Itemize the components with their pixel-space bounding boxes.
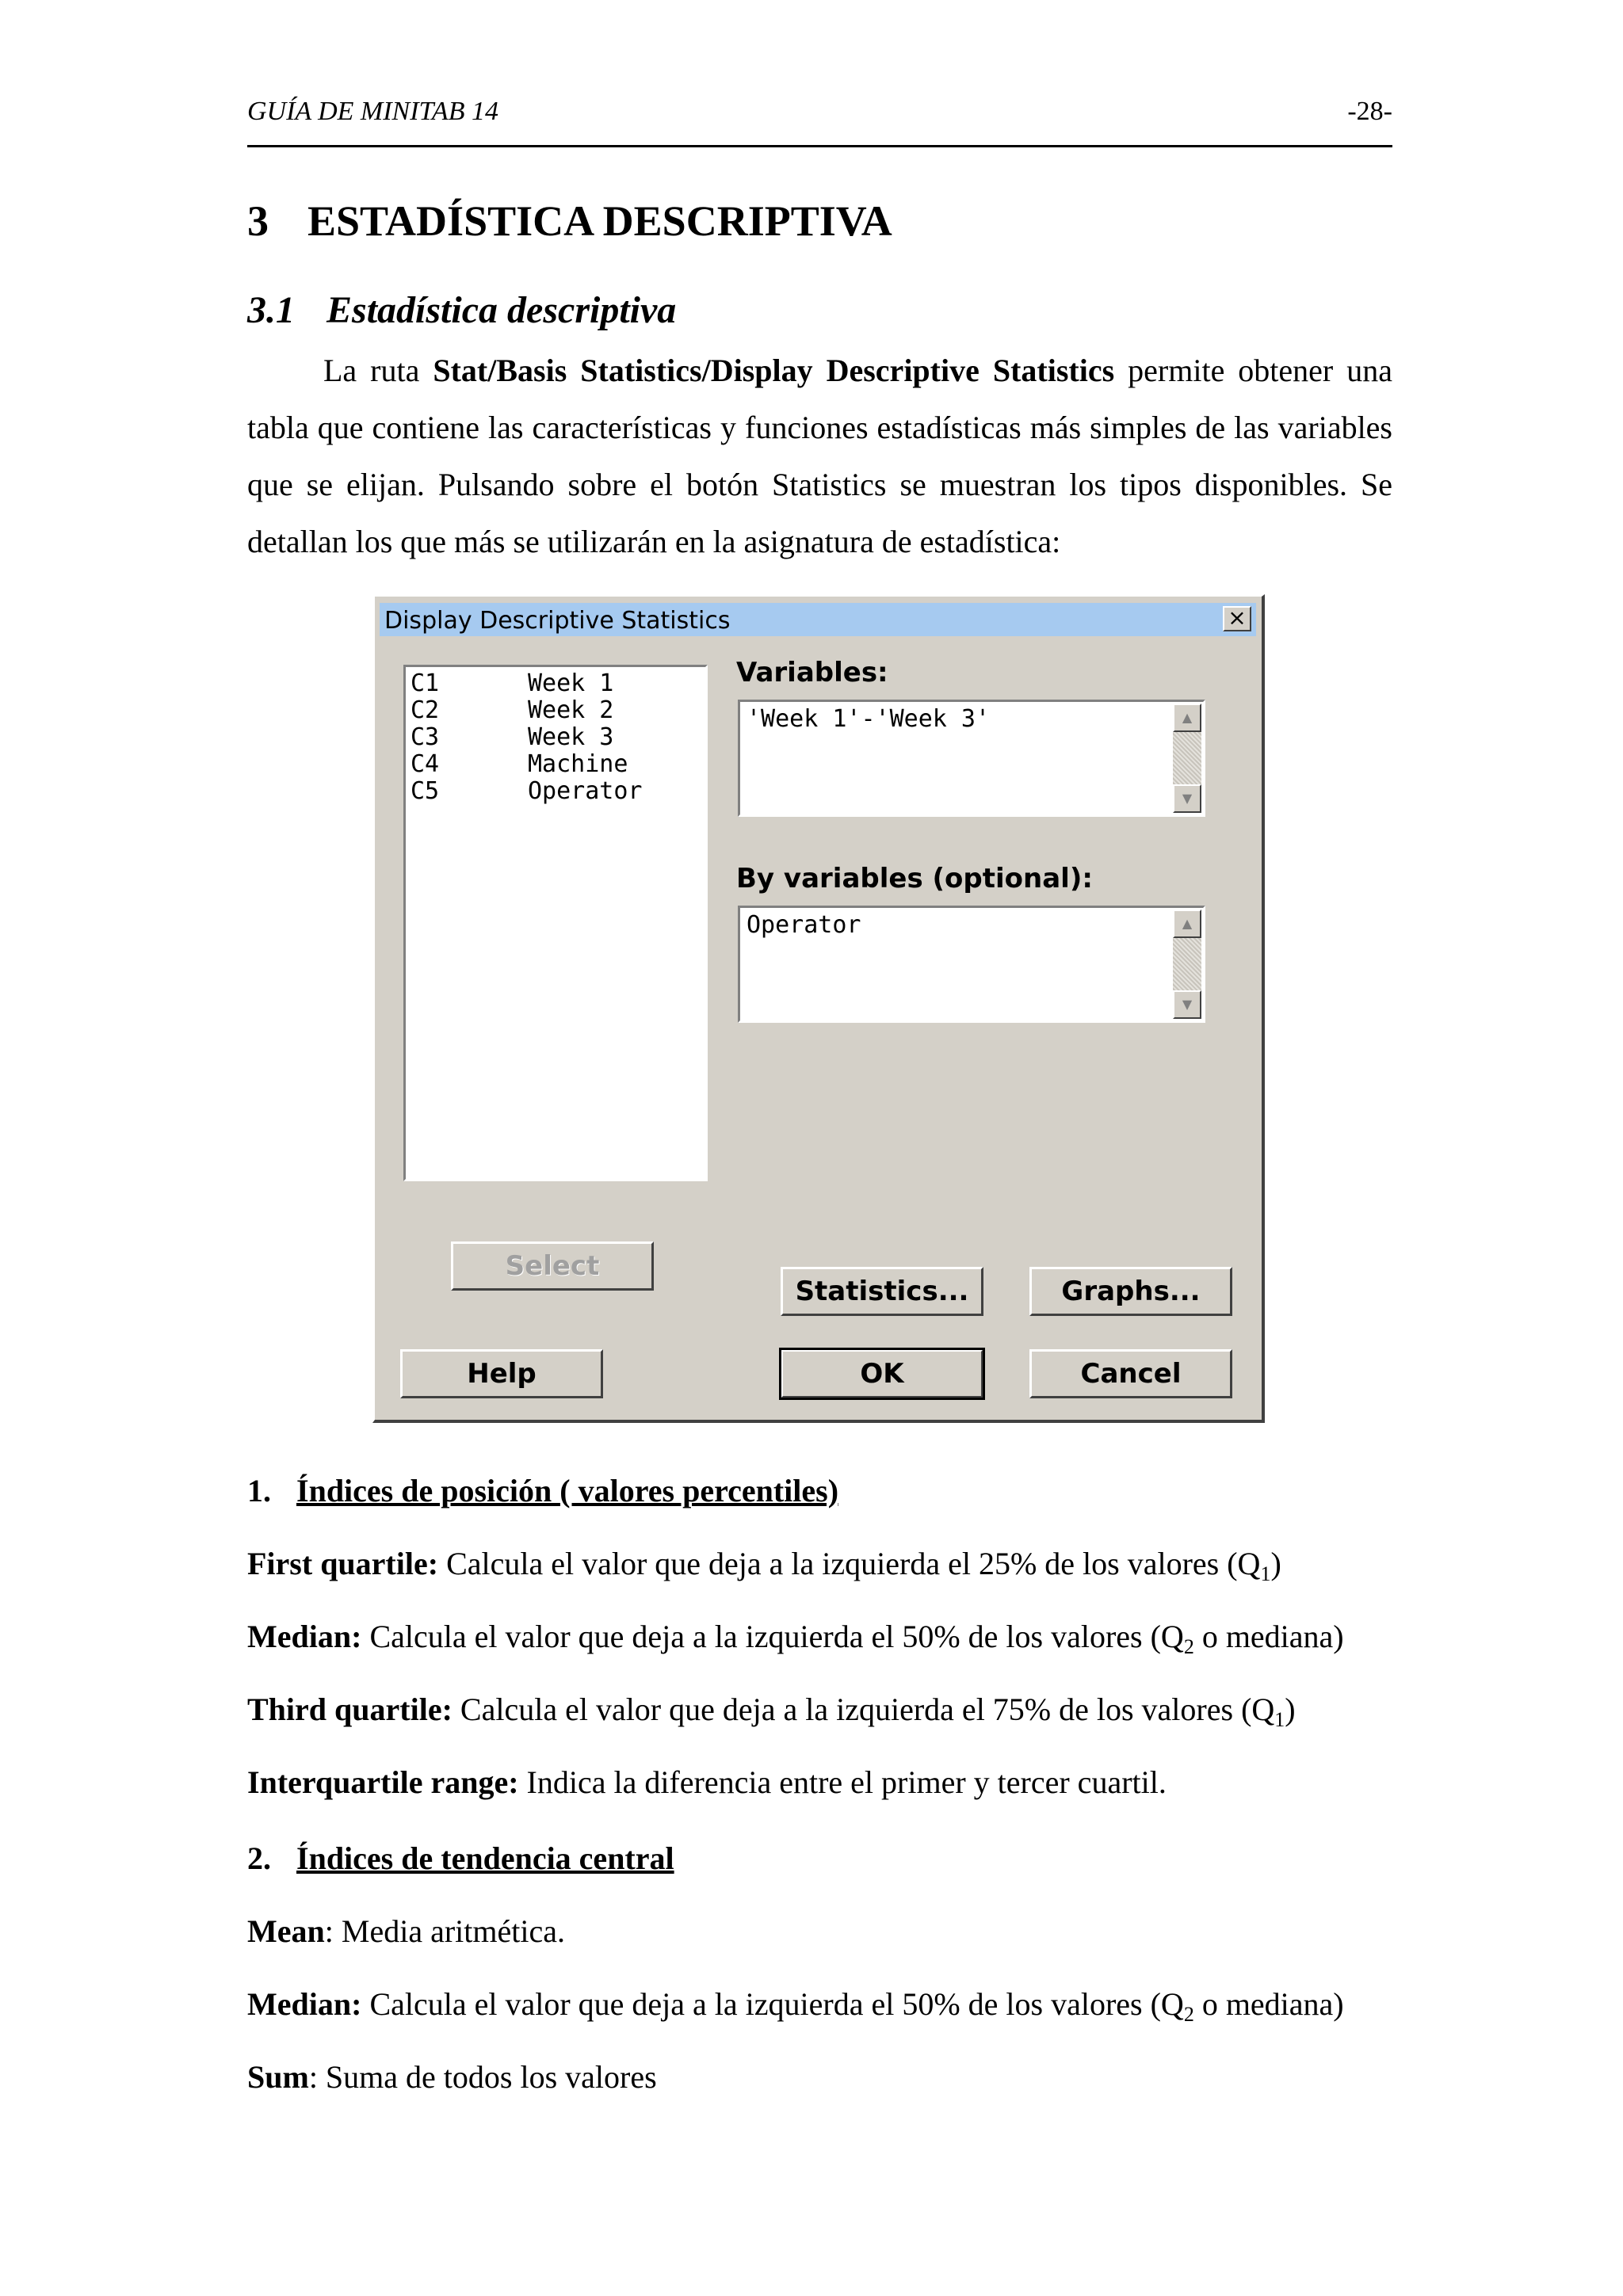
definition-text: Calcula el valor que deja a la izquierda el 50% de los valores (Q — [361, 1619, 1184, 1654]
definition-text: Calcula el valor que deja a la izquierda el 75% de los valores (Q — [452, 1691, 1275, 1727]
ok-button[interactable]: OK — [781, 1349, 983, 1398]
header-rule — [247, 145, 1392, 147]
definition-term: Mean — [247, 1913, 325, 1949]
graphs-button[interactable]: Graphs... — [1029, 1267, 1232, 1316]
column-id: C1 — [411, 669, 440, 697]
close-icon[interactable]: × — [1223, 606, 1251, 631]
cancel-button[interactable]: Cancel — [1029, 1349, 1232, 1398]
intro-post: permite obtener una tabla que contiene las características y funciones estadísticas más simples de las variables que se elijan. Pulsando sobre el botón Statistics se muestran los tipos disponibles. Se detallan los que más se utilizarán en la asignatura de estadística: — [247, 353, 1392, 559]
chapter-title: ESTADÍSTICA DESCRIPTIVA — [307, 197, 892, 245]
column-id: C4 — [411, 750, 440, 778]
column-list-item[interactable] — [411, 697, 701, 724]
column-list-item[interactable] — [411, 751, 701, 778]
definition-line — [247, 1913, 565, 1950]
quartile-subscript: 2 — [1183, 1635, 1194, 1658]
quartile-subscript: 1 — [1274, 1708, 1285, 1731]
definition-tail: o mediana) — [1193, 1619, 1344, 1654]
statistics-button[interactable]: Statistics... — [781, 1267, 983, 1316]
definition-text: : Suma de todos los valores — [308, 2059, 657, 2095]
column-id: C3 — [411, 723, 440, 751]
section-title: Estadística descriptiva — [327, 289, 677, 331]
column-list-item[interactable] — [411, 724, 701, 751]
column-list-item[interactable] — [411, 670, 701, 697]
intro-paragraph — [247, 342, 1392, 570]
column-name: Week 3 — [528, 723, 614, 751]
variables-value: 'Week 1'-'Week 3' — [747, 705, 991, 733]
by-variables-scrollbar[interactable] — [1173, 910, 1201, 1019]
definition-text: Indica la diferencia entre el primer y tercer cuartil. — [518, 1764, 1167, 1800]
section2-title: Índices de tendencia central — [296, 1840, 674, 1876]
help-button[interactable]: Help — [400, 1349, 603, 1398]
column-name: Machine — [528, 750, 628, 778]
definition-tail: o mediana) — [1193, 1986, 1344, 2022]
definition-line — [247, 2058, 657, 2096]
column-id: C5 — [411, 777, 440, 805]
definition-term: Sum — [247, 2059, 309, 2095]
section-heading — [247, 288, 676, 332]
definition-line — [247, 1618, 1344, 1658]
column-id: C2 — [411, 696, 440, 724]
definition-line — [247, 1985, 1344, 2026]
section1-heading: 1. Índices de posición ( valores percentiles) — [247, 1473, 839, 1508]
column-list-item[interactable] — [411, 778, 701, 805]
definition-line — [247, 1764, 1167, 1801]
variables-scrollbar[interactable] — [1173, 704, 1201, 813]
column-list[interactable] — [403, 665, 708, 1181]
by-variables-label: By variables (optional): — [736, 863, 1093, 894]
by-variables-value: Operator — [747, 911, 861, 939]
dialog-titlebar — [380, 603, 1256, 636]
definition-term: Median: — [247, 1619, 362, 1654]
dialog-title: Display Descriptive Statistics — [384, 607, 731, 635]
definition-term: Interquartile range: — [247, 1764, 519, 1800]
select-button[interactable]: Select — [451, 1241, 654, 1291]
running-header-title: GUÍA DE MINITAB 14 — [247, 97, 498, 126]
definition-term: Median: — [247, 1986, 362, 2022]
column-name: Week 1 — [528, 669, 614, 697]
definition-term: First quartile: — [247, 1546, 439, 1581]
quartile-subscript: 1 — [1260, 1562, 1271, 1585]
scroll-up-icon[interactable]: ▲ — [1173, 704, 1201, 732]
descriptive-statistics-dialog — [372, 594, 1265, 1423]
scroll-up-icon[interactable]: ▲ — [1173, 910, 1201, 938]
definition-text: Calcula el valor que deja a la izquierda el 50% de los valores (Q — [361, 1986, 1184, 2022]
section2-heading: 2. Índices de tendencia central — [247, 1840, 674, 1876]
page-number: -28- — [1347, 97, 1392, 126]
chapter-heading — [247, 196, 892, 246]
definition-tail: ) — [1270, 1546, 1281, 1581]
definition-text: : Media aritmética. — [324, 1913, 565, 1949]
chapter-number: 3 — [247, 197, 269, 245]
definition-text: Calcula el valor que deja a la izquierda el 25% de los valores (Q — [438, 1546, 1261, 1581]
intro-pre: La ruta — [323, 353, 433, 388]
section-number: 3.1 — [247, 289, 295, 331]
scroll-down-icon[interactable]: ▼ — [1173, 784, 1201, 813]
definition-tail: ) — [1285, 1691, 1296, 1727]
section1-title: Índices de posición ( valores percentiles) — [296, 1473, 839, 1508]
definition-line — [247, 1691, 1296, 1731]
variables-input[interactable] — [738, 700, 1205, 817]
definition-line — [247, 1545, 1281, 1585]
quartile-subscript: 2 — [1183, 2003, 1194, 2026]
scroll-down-icon[interactable]: ▼ — [1173, 990, 1201, 1019]
variables-label: Variables: — [736, 657, 888, 688]
column-name: Operator — [528, 777, 643, 805]
column-name: Week 2 — [528, 696, 614, 724]
definition-term: Third quartile: — [247, 1691, 453, 1727]
menu-path: Stat/Basis Statistics/Display Descriptive Statistics — [433, 353, 1115, 388]
by-variables-input[interactable] — [738, 906, 1205, 1023]
